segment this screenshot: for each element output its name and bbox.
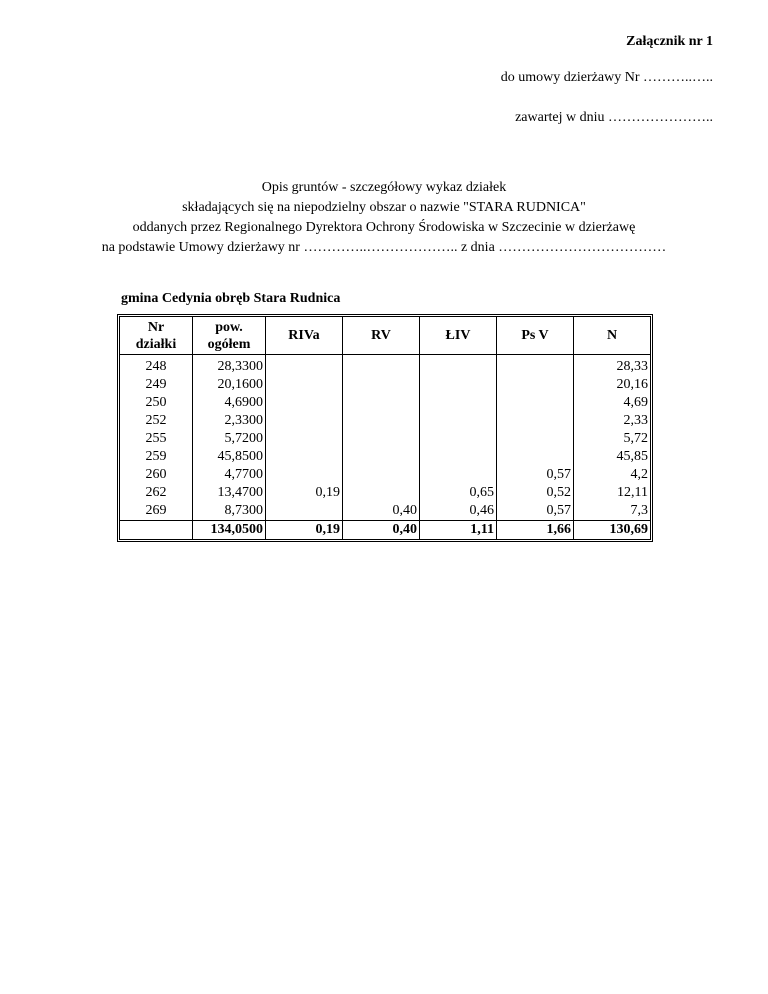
cell-pow: 2,3300 — [193, 412, 266, 430]
header-pow-line1: pow. — [215, 319, 243, 335]
cell-riva — [266, 502, 343, 521]
cell-psv — [497, 355, 574, 377]
total-n: 130,69 — [574, 521, 651, 540]
cell-riva: 0,19 — [266, 484, 343, 502]
cell-liv — [420, 412, 497, 430]
cell-riva — [266, 376, 343, 394]
cell-psv — [497, 430, 574, 448]
cell-riva — [266, 430, 343, 448]
cell-nr: 248 — [120, 355, 193, 377]
table-row — [120, 355, 651, 377]
cell-psv: 0,52 — [497, 484, 574, 502]
section-title: gmina Cedynia obręb Stara Rudnica — [121, 291, 341, 306]
cell-nr: 255 — [120, 430, 193, 448]
cell-pow: 28,3300 — [193, 355, 266, 377]
cell-liv — [420, 430, 497, 448]
cell-liv — [420, 394, 497, 412]
table-row — [120, 448, 651, 466]
cell-liv — [420, 466, 497, 484]
total-riva: 0,19 — [266, 521, 343, 540]
cell-rv — [343, 355, 420, 377]
total-liv: 1,11 — [420, 521, 497, 540]
intro-block — [0, 178, 768, 258]
cell-liv — [420, 376, 497, 394]
total-psv: 1,66 — [497, 521, 574, 540]
cell-n: 28,33 — [574, 355, 651, 377]
table-row — [120, 466, 651, 484]
header-n: N — [574, 317, 651, 355]
cell-riva — [266, 412, 343, 430]
table-row — [120, 484, 651, 502]
header-nr-line2: działki — [135, 336, 177, 352]
cell-psv — [497, 448, 574, 466]
intro-line-1: Opis gruntów - szczegółowy wykaz działek — [261, 180, 507, 195]
cell-pow: 8,7300 — [193, 502, 266, 521]
cell-nr: 252 — [120, 412, 193, 430]
cell-nr: 269 — [120, 502, 193, 521]
table-row — [120, 376, 651, 394]
cell-nr: 262 — [120, 484, 193, 502]
cell-riva — [266, 394, 343, 412]
header-liv: ŁIV — [420, 317, 497, 355]
cell-nr: 260 — [120, 466, 193, 484]
table-header-row — [120, 317, 651, 355]
cell-liv: 0,65 — [420, 484, 497, 502]
cell-pow: 13,4700 — [193, 484, 266, 502]
header-riva: RIVa — [266, 317, 343, 355]
cell-n: 7,3 — [574, 502, 651, 521]
annex-title: Załącznik nr 1 — [626, 34, 713, 49]
cell-psv: 0,57 — [497, 502, 574, 521]
table-row — [120, 430, 651, 448]
contract-date-line: zawartej w dniu ………………….. — [515, 110, 713, 125]
cell-psv: 0,57 — [497, 466, 574, 484]
cell-blank — [120, 521, 193, 540]
cell-psv — [497, 412, 574, 430]
cell-riva — [266, 355, 343, 377]
cell-rv — [343, 376, 420, 394]
cell-riva — [266, 448, 343, 466]
parcels-table — [119, 316, 651, 540]
totals-row — [120, 521, 651, 540]
table-row — [120, 394, 651, 412]
cell-pow: 4,7700 — [193, 466, 266, 484]
cell-pow: 20,1600 — [193, 376, 266, 394]
cell-n: 12,11 — [574, 484, 651, 502]
cell-n: 45,85 — [574, 448, 651, 466]
parcels-table-frame — [117, 314, 653, 542]
cell-n: 4,2 — [574, 466, 651, 484]
cell-n: 20,16 — [574, 376, 651, 394]
cell-psv — [497, 394, 574, 412]
cell-psv — [497, 376, 574, 394]
cell-n: 2,33 — [574, 412, 651, 430]
header-nr — [120, 317, 193, 355]
cell-rv — [343, 466, 420, 484]
intro-line-3: oddanych przez Regionalnego Dyrektora Ochrony Środowiska w Szczecinie w dzierżawę — [132, 220, 636, 235]
cell-rv — [343, 484, 420, 502]
cell-liv — [420, 355, 497, 377]
cell-nr: 250 — [120, 394, 193, 412]
cell-nr: 259 — [120, 448, 193, 466]
cell-n: 5,72 — [574, 430, 651, 448]
cell-liv: 0,46 — [420, 502, 497, 521]
table-row — [120, 412, 651, 430]
cell-rv — [343, 448, 420, 466]
header-pow — [193, 317, 266, 355]
table-row — [120, 502, 651, 521]
cell-nr: 249 — [120, 376, 193, 394]
intro-line-4: na podstawie Umowy dzierżawy nr …………..……………….. z dnia ……………………………… — [101, 240, 667, 255]
header-psv: Ps V — [497, 317, 574, 355]
header-nr-line1: Nr — [147, 319, 165, 335]
total-rv: 0,40 — [343, 521, 420, 540]
cell-rv — [343, 394, 420, 412]
cell-riva — [266, 466, 343, 484]
cell-rv — [343, 430, 420, 448]
intro-line-2: składających się na niepodzielny obszar o nazwie "STARA RUDNICA" — [182, 200, 586, 215]
cell-liv — [420, 448, 497, 466]
cell-rv — [343, 412, 420, 430]
cell-pow: 5,7200 — [193, 430, 266, 448]
cell-n: 4,69 — [574, 394, 651, 412]
contract-number-line: do umowy dzierżawy Nr ………..….. — [500, 70, 713, 85]
header-rv: RV — [343, 317, 420, 355]
total-pow: 134,0500 — [193, 521, 266, 540]
cell-rv: 0,40 — [343, 502, 420, 521]
header-pow-line2: ogółem — [207, 336, 251, 352]
cell-pow: 45,8500 — [193, 448, 266, 466]
cell-pow: 4,6900 — [193, 394, 266, 412]
